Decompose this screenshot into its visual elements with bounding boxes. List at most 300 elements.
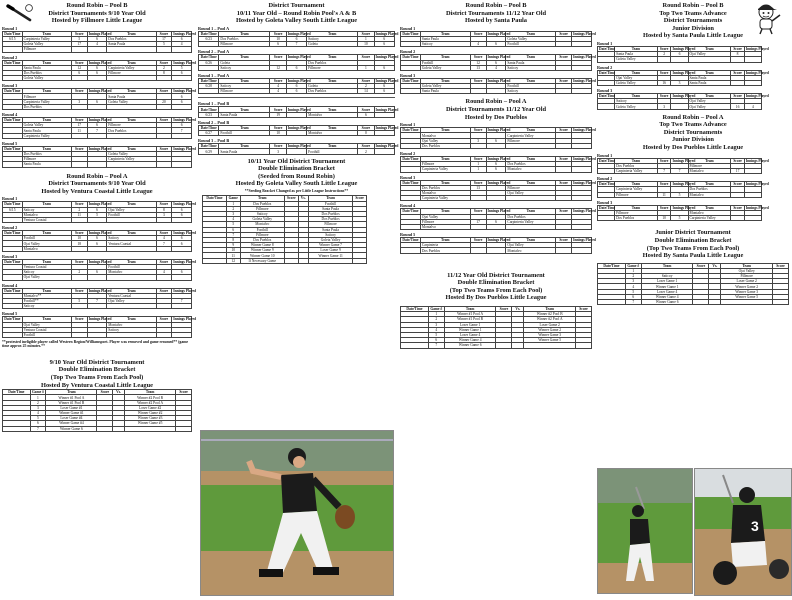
table-cell: Foothill: [107, 265, 156, 270]
bracket-cell: Ojai Valley: [721, 268, 773, 273]
header-line: Double Elimination Bracket: [58, 366, 136, 374]
table-cell: [486, 196, 506, 201]
bracket-cell: Winner #1 Pool A: [46, 395, 97, 400]
column-header: Date/Time: [599, 70, 616, 75]
column-header: Team: [615, 70, 658, 75]
bracket-cell: Santa Paula: [308, 206, 352, 211]
table-cell: Ventura Coastal: [22, 217, 71, 222]
pool-a-11-12-header: [400, 98, 592, 121]
table-cell: Dos Pueblos: [22, 70, 71, 75]
table-cell: Foothill: [506, 42, 556, 47]
column-header: Team: [107, 231, 156, 236]
column-header: Team: [688, 158, 731, 163]
bracket-cell: Winner Game #2: [125, 411, 176, 416]
bracket-table: [202, 195, 367, 263]
table-cell: Fillmore: [219, 42, 270, 47]
table-cell: [107, 246, 156, 251]
table-row: [3, 133, 192, 138]
table-cell: 8: [156, 207, 172, 212]
column-header: Score: [731, 94, 745, 99]
bracket-cell: [308, 258, 352, 263]
column-header: Date/Time: [199, 55, 219, 60]
round-label: Round 3: [2, 253, 18, 259]
column-header: Score: [657, 182, 671, 187]
table-cell: [107, 104, 156, 109]
round-table: [400, 180, 596, 202]
table-cell: [3, 275, 23, 280]
bracket-cell: Loser Game 4: [641, 289, 693, 294]
bracket-cell: Fillmore: [308, 222, 352, 227]
column-header: Team: [22, 89, 71, 94]
column-header: Team: [506, 31, 556, 36]
round-table: [597, 205, 769, 222]
table-cell: Carpinteria Valley: [420, 167, 470, 172]
table-cell: [3, 304, 23, 309]
header-line: Round Robin – Pool B: [662, 2, 724, 9]
column-header: Score: [71, 288, 87, 293]
column-header: Date/Time: [599, 47, 616, 52]
table-cell: 8: [156, 70, 172, 75]
column-header: Team: [506, 157, 556, 162]
round-label: Round 5: [2, 140, 18, 146]
round-table: [400, 31, 596, 48]
bracket-cell: Winner Game #1: [46, 411, 97, 416]
column-junior-division: [597, 0, 789, 307]
column-header: Score: [556, 238, 572, 243]
table-cell: Ojai Valley: [22, 322, 71, 327]
bracket-cell: [524, 343, 576, 348]
column-header: Team: [107, 60, 156, 65]
table-cell: [572, 196, 592, 201]
column-header: Score: [156, 60, 172, 65]
column-header: Team: [22, 231, 71, 236]
table-cell: Ojai Valley: [22, 275, 71, 280]
table-cell: 3: [657, 104, 671, 109]
table-cell: [71, 275, 87, 280]
table-cell: 12: [270, 65, 286, 70]
header-line: Double Elimination Bracket: [457, 279, 535, 287]
bracket-cell: Fillmore: [240, 206, 284, 211]
column-header: Innings Played: [745, 70, 769, 75]
column-header: Score: [176, 390, 192, 395]
table-cell: 6/28: [199, 84, 219, 89]
bracket-cell: 10: [226, 248, 240, 253]
table-cell: Saticoy: [22, 270, 71, 275]
bracket-cell: 3: [625, 279, 641, 284]
table-cell: Carpinteria Valley: [615, 169, 658, 174]
column-header: Score: [556, 78, 572, 83]
table-cell: [486, 143, 506, 148]
table-cell: Goleta Valley: [22, 76, 71, 81]
table-cell: Ventura Coastal: [107, 293, 156, 298]
table-cell: Goleta Valley: [22, 42, 71, 47]
round-label: Round 1: [597, 40, 613, 46]
table-cell: [572, 42, 592, 47]
column-header: Date/Time: [4, 31, 21, 36]
column-header: Date/Time: [4, 259, 21, 264]
table-cell: Foothill: [22, 236, 71, 241]
bracket-cell: [176, 426, 192, 431]
column-header: Score: [496, 307, 512, 312]
column-header: Team: [615, 182, 658, 187]
column-header: Team: [615, 205, 658, 210]
table-row: [598, 80, 762, 85]
table-row: [401, 248, 592, 253]
round-label: Round 3 – Pool B: [198, 138, 230, 144]
column-header: Score: [556, 180, 572, 185]
table-cell: 1: [358, 65, 374, 70]
bracket-cell: Winner #1 Pool B: [46, 400, 97, 405]
column-header: Innings Played: [745, 47, 769, 52]
table-cell: 4: [156, 236, 172, 241]
round-label: Round 2 – Pool A: [198, 49, 230, 55]
table-cell: [87, 133, 107, 138]
column-header: Innings Played: [745, 205, 769, 210]
column-header: Score: [657, 205, 671, 210]
table-cell: [71, 133, 87, 138]
bracket-cell: Loser Game 2: [721, 279, 773, 284]
bracket-cell: Loser Game 4: [444, 332, 496, 337]
table-cell: Foothill: [107, 212, 156, 217]
bracket-cell: If Necessary Game: [240, 258, 284, 263]
bracket-cell: Winner Game 4: [444, 338, 496, 343]
table-cell: [172, 133, 192, 138]
column-header: Score: [358, 78, 374, 83]
bracket-9-10-header: [2, 359, 192, 389]
header-line: Junior District Tournament: [655, 229, 731, 237]
table-cell: Carpinteria Valley: [615, 187, 658, 192]
table-cell: 7: [87, 298, 107, 303]
column-header: Date/Time: [4, 118, 21, 123]
column-header: Date/Time: [199, 125, 219, 130]
table-cell: Dos Pueblos: [506, 162, 556, 167]
table-cell: 17: [71, 42, 87, 47]
table-cell: Santa Paula: [107, 42, 156, 47]
table-cell: Saticoy: [219, 65, 270, 70]
table-cell: Ojai Valley: [688, 104, 731, 109]
table-cell: [506, 224, 556, 229]
column-header: Team: [688, 205, 731, 210]
header-line: Double Elimination Bracket: [258, 165, 335, 173]
column-header: Game #: [625, 263, 641, 268]
column-header: Score: [657, 70, 671, 75]
table-cell: Saticoy: [219, 84, 270, 89]
table-cell: [486, 248, 506, 253]
bracket-cell: [113, 426, 125, 431]
table-cell: [286, 131, 306, 136]
bracket-cell: Winner Game 8: [240, 243, 284, 248]
table-cell: 7: [87, 128, 107, 133]
column-header: Score: [270, 78, 286, 83]
bracket-cell: [496, 343, 512, 348]
table-cell: 10: [657, 216, 671, 221]
bracket-row: [3, 426, 192, 431]
table-cell: Saticoy: [506, 65, 556, 70]
table-cell: [744, 216, 761, 221]
table-cell: 17: [731, 169, 745, 174]
column-header: Score: [470, 128, 486, 133]
table-cell: 6: [172, 94, 192, 99]
round-robin-10-11-header: [198, 2, 395, 25]
table-cell: Foothill: [22, 332, 71, 337]
round-table: [2, 230, 197, 252]
bracket-cell: Loser Game #1: [46, 405, 97, 410]
table-cell: 6: [87, 70, 107, 75]
junior-pool-b-schedule: [597, 40, 769, 110]
table-row: [401, 196, 592, 201]
column-header: Innings Played: [173, 31, 197, 36]
column-header: Score: [657, 46, 671, 51]
bracket-10-11-header: [198, 158, 395, 188]
table-cell: Ojai Valley: [107, 298, 156, 303]
table-cell: [598, 57, 615, 62]
bracket-row: [598, 300, 789, 305]
round-table: [198, 125, 399, 136]
table-row: [199, 112, 395, 117]
table-cell: Fillmore: [506, 185, 556, 190]
header-line: Hosted By Santa Paula Little League: [642, 252, 744, 260]
table-cell: Ojai Valley: [420, 138, 470, 143]
table-cell: 6: [486, 60, 506, 65]
round-label: Round 3: [597, 88, 613, 94]
column-header: Innings Played: [487, 79, 511, 83]
column-header: Score: [270, 107, 286, 112]
column-header: Score: [470, 209, 486, 214]
column-header: Team: [444, 307, 496, 312]
column-header: Team: [721, 263, 773, 268]
table-row: [3, 36, 192, 41]
table-cell: Dos Pueblos: [22, 104, 71, 109]
bracket-cell: Winner Game 3: [524, 332, 576, 337]
bracket-cell: Fillmore: [240, 232, 284, 237]
table-cell: [107, 275, 156, 280]
column-header: Innings Played: [287, 144, 311, 149]
column-header: Innings Played: [573, 31, 596, 36]
table-cell: [3, 217, 23, 222]
table-cell: Fillmore: [688, 163, 731, 168]
table-cell: [470, 248, 486, 253]
column-header: Score: [358, 125, 374, 130]
column-header: Team: [240, 196, 284, 201]
table-cell: [731, 57, 745, 62]
table-cell: 10: [358, 42, 374, 47]
header-line: District Tournaments 11/12 Year Old: [445, 106, 547, 114]
table-cell: 6: [486, 162, 506, 167]
table-cell: [401, 224, 421, 229]
table-cell: Montalvo: [688, 192, 731, 197]
bracket-cell: Loser Game #2: [125, 405, 176, 410]
table-cell: 6: [286, 84, 306, 89]
round-table: [597, 158, 769, 175]
bracket-cell: Winner Game 7: [308, 243, 352, 248]
bracket-cell: 4: [226, 217, 240, 222]
table-cell: Foothill: [307, 149, 358, 154]
bracket-cell: Winner #2 Pool B: [524, 312, 576, 317]
table-cell: 4: [270, 84, 286, 89]
header-line: District Tournaments 9/10 Year Old: [48, 180, 146, 188]
column-header: Team: [22, 60, 71, 65]
table-cell: [374, 149, 394, 154]
column-header: Date/Time: [402, 31, 419, 36]
table-cell: Carpinteria Valley: [22, 99, 71, 104]
table-row: [598, 169, 762, 174]
column-header: Score: [156, 146, 172, 151]
table-cell: [87, 332, 107, 337]
table-cell: Dos Pueblos: [615, 216, 658, 221]
table-cell: Goleta Valley: [420, 84, 470, 89]
column-header: Innings Played: [173, 259, 197, 264]
table-cell: [744, 57, 761, 62]
column-header: Team: [688, 46, 731, 51]
table-cell: [172, 304, 192, 309]
column-header: Date/Time: [4, 89, 21, 94]
column-header: Innings Played: [88, 89, 112, 94]
table-cell: 4: [172, 42, 192, 47]
column-header: Innings Played: [573, 128, 596, 133]
bracket-cell: Winner #2 Pool A: [524, 317, 576, 322]
table-cell: [556, 42, 572, 47]
table-cell: 8: [731, 52, 745, 57]
bracket-cell: 2: [30, 400, 46, 405]
column-header: Score: [156, 288, 172, 293]
table-cell: 6: [87, 36, 107, 41]
table-row: [401, 65, 592, 70]
bracket-cell: 7: [428, 343, 444, 348]
table-cell: Santa Paula: [615, 52, 658, 57]
column-header: Innings Played: [375, 79, 399, 83]
column-header: Score: [71, 118, 87, 123]
column-header: Innings Played: [173, 317, 197, 322]
table-cell: 6: [87, 207, 107, 212]
column-header: Team: [307, 144, 358, 149]
table-cell: Foothill: [219, 131, 270, 136]
column-header: Innings Played: [745, 94, 769, 99]
column-header: Team: [506, 128, 556, 133]
column-header: Score: [470, 238, 486, 243]
table-cell: Carpinteria Valley: [506, 133, 556, 138]
table-cell: [401, 196, 421, 201]
table-cell: Fillmore: [107, 70, 156, 75]
table-cell: Ventura Coastal: [22, 265, 71, 270]
table-cell: 6: [486, 138, 506, 143]
bracket-cell: Loser Game 1: [641, 279, 693, 284]
round-label: Round 2: [597, 64, 613, 70]
bracket-cell: 3: [428, 322, 444, 327]
table-cell: Saticoy: [506, 89, 556, 94]
column-header: Date/Time: [199, 107, 219, 112]
bracket-cell: Santa Paula: [308, 227, 352, 232]
table-cell: [657, 57, 671, 62]
table-cell: Santa Paula: [420, 36, 470, 41]
table-row: [199, 65, 395, 70]
table-cell: Saticoy: [615, 99, 658, 104]
table-cell: 6: [87, 65, 107, 70]
table-cell: 5: [156, 42, 172, 47]
column-header: Score: [556, 128, 572, 133]
table-cell: 2: [358, 149, 374, 154]
table-cell: Dos Pueblos: [307, 89, 358, 94]
table-row: [401, 143, 592, 148]
table-cell: Dos Pueblos: [688, 187, 731, 192]
column-10-11-year-old: [198, 0, 399, 266]
column-header: Team: [22, 31, 71, 36]
column-header: Innings Played: [88, 60, 112, 65]
table-cell: 6: [286, 89, 306, 94]
column-header: Score: [71, 31, 87, 36]
column-header: Innings Played: [487, 180, 511, 185]
table-cell: 6: [486, 219, 506, 224]
bracket-cell: [203, 258, 227, 263]
column-header: Score: [358, 144, 374, 149]
round-label: Round 2: [400, 49, 416, 55]
bracket-cell: Winner Game #5: [125, 421, 176, 426]
table-cell: Goleta: [307, 42, 358, 47]
pool-b-11-12-schedule: [400, 25, 596, 95]
bracket-cell: Dos Pueblos: [240, 237, 284, 242]
junior-pool-a-header: [597, 114, 789, 152]
header-line: Round Robin – Pool A: [662, 113, 724, 121]
table-cell: Fillmore: [107, 123, 156, 128]
table-cell: 5: [172, 65, 192, 70]
table-row: [3, 332, 192, 337]
round-table: [400, 54, 596, 71]
round-table: [400, 127, 596, 149]
bracket-cell: Winner Game 9: [240, 248, 284, 253]
table-cell: Santa Paula: [219, 112, 270, 117]
table-cell: Ojai Valley: [688, 99, 731, 104]
column-header: Score: [270, 31, 286, 36]
table-cell: [172, 76, 192, 81]
table-cell: 6: [286, 65, 306, 70]
column-header: Score: [358, 55, 374, 60]
table-cell: [172, 162, 192, 167]
column-header: Score: [71, 60, 87, 65]
column-header: Team: [307, 78, 358, 83]
column-header: Team: [506, 238, 556, 243]
round-label: Round 2: [2, 225, 18, 231]
bracket-cell: Foothill: [240, 227, 284, 232]
round-label: Round 2: [400, 151, 416, 156]
column-header: Score: [731, 158, 745, 163]
column-header: Team: [420, 180, 470, 185]
table-cell: [3, 133, 23, 138]
table-cell: 0: [358, 131, 374, 136]
junior-pool-b-header: [597, 2, 789, 40]
table-cell: Santa Paula: [22, 128, 71, 133]
table-cell: [598, 104, 615, 109]
bracket-cell: 6: [428, 338, 444, 343]
table-cell: Carpinteria Valley: [22, 133, 71, 138]
column-header: Game #: [31, 390, 44, 395]
column-header: Date/Time: [599, 205, 616, 210]
table-cell: 1: [358, 36, 374, 41]
pool-b-9-10-header: [2, 2, 192, 25]
column-header: Innings Played: [487, 55, 511, 60]
table-cell: 2: [71, 207, 87, 212]
round-label: Round 1: [597, 152, 613, 158]
header-line: Junior Division: [672, 136, 714, 144]
column-header: Score: [71, 317, 87, 322]
table-cell: Dos Pueblos: [107, 36, 156, 41]
column-header: Score: [270, 55, 286, 60]
column-header: Date/Time: [402, 209, 419, 214]
bracket-cell: Saticoy: [240, 211, 284, 216]
table-cell: Montalvo: [420, 224, 470, 229]
bracket-cell: [709, 300, 721, 305]
bracket-9-10-table: [2, 389, 192, 432]
round-table: [2, 117, 197, 139]
bracket-cell: 4: [428, 327, 444, 332]
